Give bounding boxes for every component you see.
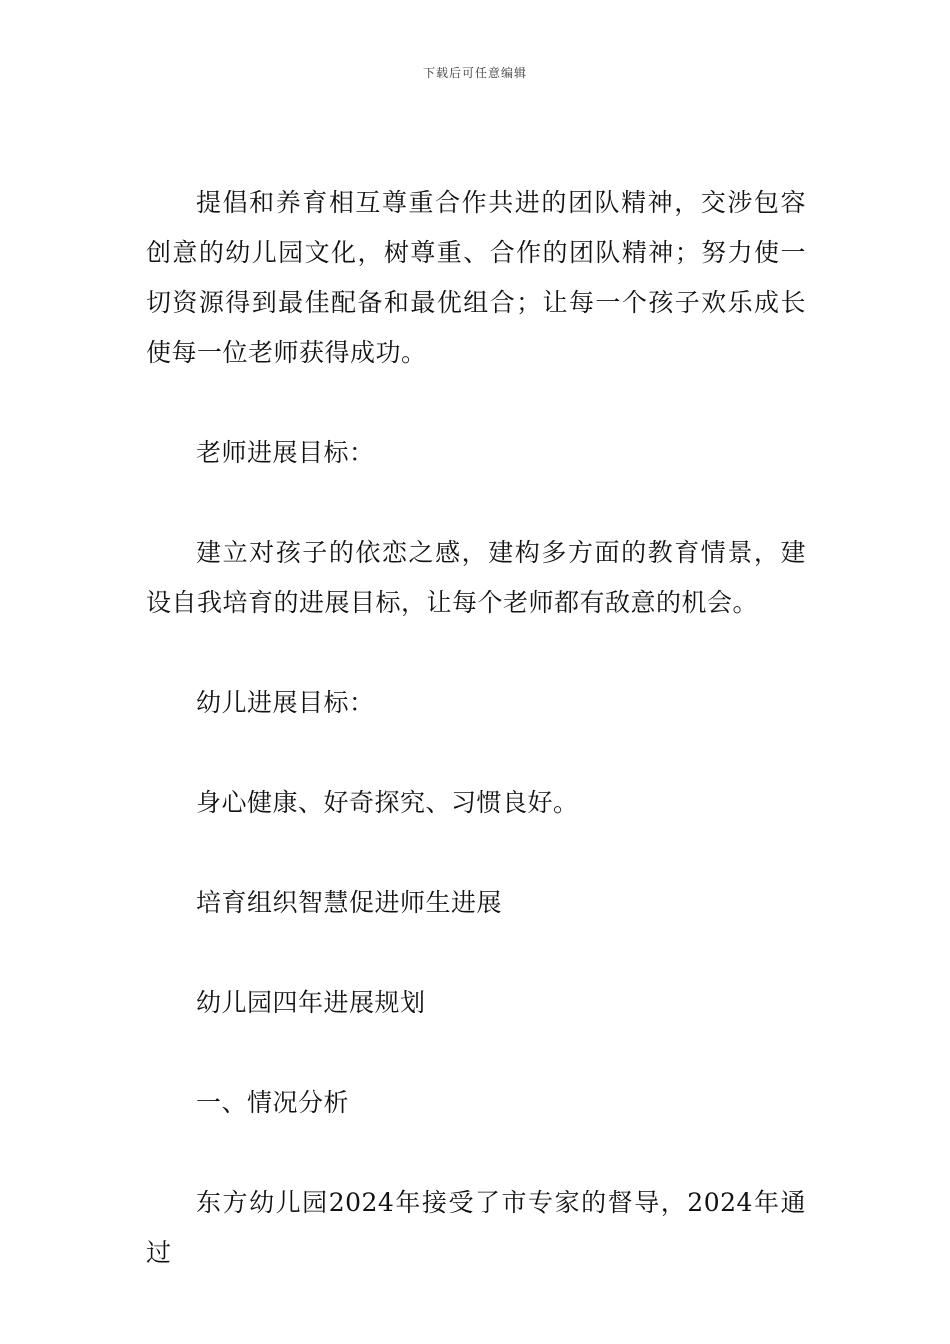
heading-four-year-plan: 幼儿园四年进展规划 [196,988,426,1017]
heading-child-goals: 幼儿进展目标： [196,688,375,717]
paragraph-child-goals: 身心健康、好奇探究、习惯良好。 [196,788,579,817]
document-body [146,178,806,1278]
paragraph-team-spirit: 提倡和养育相互尊重合作共进的团队精神，交涉包容创意的幼儿园文化，树尊重、合作的团队精神；努力使一切资源得到最佳配备和最优组合；让每一个孩子欢乐成长使每一位老师获得成功。 [146,188,806,367]
header-note: 下载后可任意编辑 [422,66,527,80]
heading-teacher-goals: 老师进展目标： [196,438,375,467]
heading-situation-analysis: 一、情况分析 [196,1088,350,1117]
paragraph-situation-analysis: 东方幼儿园2024年接受了市专家的督导，2024年通过 [146,1188,806,1267]
paragraph-teacher-goals: 建立对孩子的依恋之感，建构多方面的教育情景，建设自我培育的进展目标，让每个老师都有敌意的机会。 [146,538,806,617]
paragraph-organization-wisdom: 培育组织智慧促进师生进展 [196,888,503,917]
